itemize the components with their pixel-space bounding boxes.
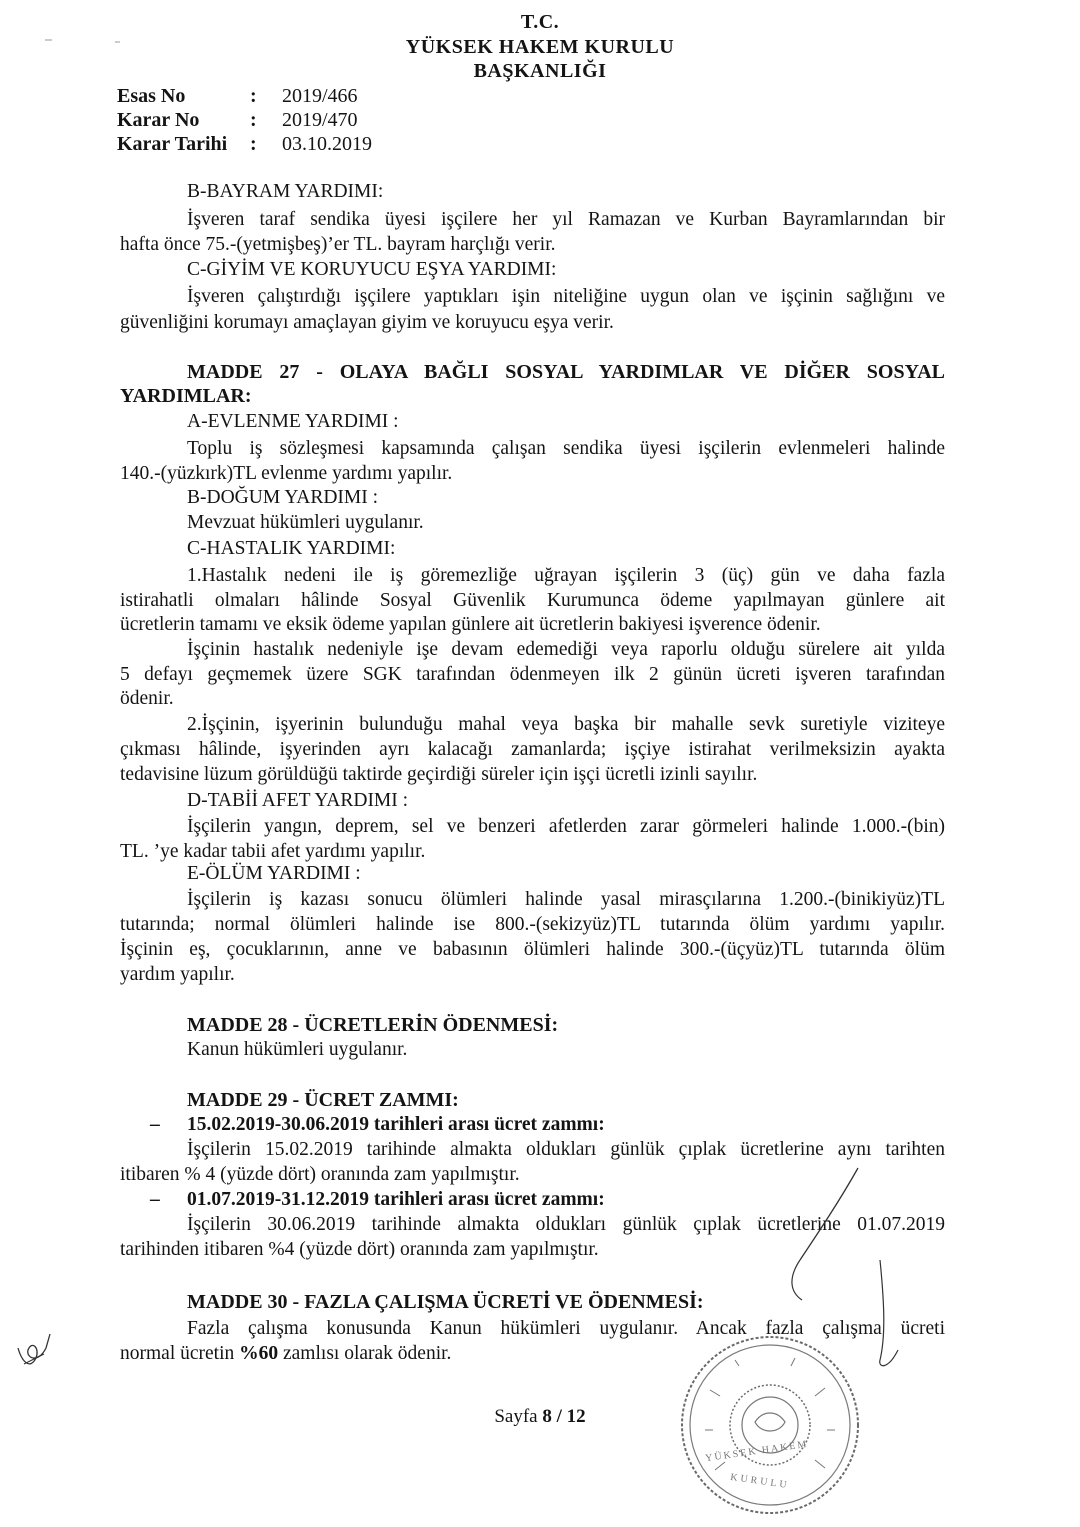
karar-tarihi-colon: : <box>250 133 257 155</box>
madde-30-text-pre: normal ücretin <box>120 1343 240 1364</box>
zam-2-text-line: İşçilerin 30.06.2019 tarihinde almakta oldukları günlük çıplak ücretlerine 01.07.2019 <box>187 1214 945 1235</box>
dogum-text: Mevzuat hükümleri uygulanır. <box>187 512 424 533</box>
olum-title: E-ÖLÜM YARDIMI : <box>187 863 361 884</box>
evlenme-title: A-EVLENME YARDIMI : <box>187 411 399 432</box>
page-number <box>0 1405 1080 1429</box>
zam-1-text-line: itibaren % 4 (yüzde dört) oranında zam yapılmıştır. <box>120 1164 520 1185</box>
olum-text-line: İşçilerin iş kazası sonucu ölümleri halinde yasal mirasçılarına 1.200.-(binikiyüz)TL <box>187 889 945 910</box>
stamp-text-bottom: KURULU <box>729 1471 791 1492</box>
madde-28-title: MADDE 28 - ÜCRETLERİN ÖDENMESİ: <box>187 1014 559 1036</box>
madde-30-text-post: zamlısı olarak ödenir. <box>278 1343 452 1364</box>
giyim-text-line: güvenliğini korumayı amaçlayan giyim ve koruyucu eşya verir. <box>120 312 614 333</box>
esas-no-label: Esas No <box>117 85 186 107</box>
esas-no-colon: : <box>250 85 257 107</box>
giyim-title: C-GİYİM VE KORUYUCU EŞYA YARDIMI: <box>187 259 557 280</box>
madde-28-text: Kanun hükümleri uygulanır. <box>187 1039 408 1060</box>
hastalik-text-line: 2.İşçinin, işyerinin bulunduğu mahal veya başka bir mahalle sevk suretiyle viziteye <box>187 714 945 735</box>
olum-text-line: İşçinin eş, çocuklarının, anne ve babasının ölümleri halinde 300.-(üçyüz)TL tutarında ölüm <box>120 939 945 960</box>
hastalik-title: C-HASTALIK YARDIMI: <box>187 538 396 559</box>
page-number-prefix: Sayfa <box>494 1406 543 1427</box>
zam-2-text-line: tarihinden itibaren %4 (yüzde dört) oranında zam yapılmıştır. <box>120 1239 599 1260</box>
stamp-text-top: YÜKSEK HAKEM <box>704 1438 809 1465</box>
afet-text-line: TL. ’ye kadar tabii afet yardımı yapılır. <box>120 841 426 862</box>
hastalik-text-line: istirahatli olmaları hâlinde Sosyal Güvenlik Kurumunca ödeme yapılmayan günlere ait <box>120 590 945 611</box>
hastalik-text-line: çıkması hâlinde, işyerinden ayrı kalacağı zamanlarda; işçiye istirahat verilmeksizin ayakta <box>120 739 945 760</box>
olum-text-line: yardım yapılır. <box>120 964 235 985</box>
madde-30-title: MADDE 30 - FAZLA ÇALIŞMA ÜCRETİ VE ÖDENMESİ: <box>187 1291 704 1313</box>
afet-title: D-TABİİ AFET YARDIMI : <box>187 790 409 811</box>
initials-mark <box>10 1318 60 1378</box>
zam-1-dash: – <box>150 1114 160 1135</box>
hastalik-text-line: ödenir. <box>120 688 174 709</box>
scan-speck <box>40 36 130 46</box>
dogum-title: B-DOĞUM YARDIMI : <box>187 487 379 508</box>
afet-text-line: İşçilerin yangın, deprem, sel ve benzeri afetlerden zarar görmeleri halinde 1.000.-(bin) <box>187 816 945 837</box>
evlenme-text-line: Toplu iş sözleşmesi kapsamında çalışan sendika üyesi işçilerin evlenmeleri halinde <box>187 438 945 459</box>
madde-27-title-cont: YARDIMLAR: <box>120 385 252 407</box>
karar-no-value: 2019/470 <box>282 109 358 131</box>
header-institution: YÜKSEK HAKEM KURULU <box>405 36 675 58</box>
giyim-text-line: İşveren çalıştırdığı işçilere yaptıkları işin niteliğine uygun olan ve işçinin sağlığını ve <box>187 286 945 307</box>
hastalik-text-line: tedavisine lüzum görüldüğü taktirde geçirdiği süreler için işçi ücretli izinli sayılır. <box>120 764 758 785</box>
bayram-title: B-BAYRAM YARDIMI: <box>187 181 384 202</box>
zam-2-dash: – <box>150 1189 160 1210</box>
karar-tarihi-value: 03.10.2019 <box>282 133 372 155</box>
hastalik-text-line: İşçinin hastalık nedeniyle işe devam edemediği veya raporlu olduğu sürelere ait yılda <box>187 639 945 660</box>
esas-no-value: 2019/466 <box>282 85 358 107</box>
madde-30-text-line <box>120 1342 451 1366</box>
page-current: 8 <box>542 1406 552 1427</box>
zam-1-title: 15.02.2019-30.06.2019 tarihleri arası ücret zammı: <box>187 1114 605 1135</box>
olum-text-line: tutarında; normal ölümleri halinde ise 800.-(sekizyüz)TL tutarında ölüm yardımı yapılır. <box>120 914 945 935</box>
hastalik-text-line: 1.Hastalık nedeni ile iş göremezliğe uğrayan işçilerin 3 (üç) gün ve daha fazla <box>187 565 945 586</box>
bayram-text-line: hafta önce 75.-(yetmişbeş)’er TL. bayram harçlığı verir. <box>120 234 556 255</box>
madde-27-title: MADDE 27 - OLAYA BAĞLI SOSYAL YARDIMLAR VE DİĞER SOSYAL <box>187 361 945 383</box>
karar-no-colon: : <box>250 109 257 131</box>
madde-30-rate: %60 <box>239 1343 279 1364</box>
karar-tarihi-label: Karar Tarihi <box>117 133 228 155</box>
bayram-text-line: İşveren taraf sendika üyesi işçilere her yıl Ramazan ve Kurban Bayramlarından bir <box>187 209 945 230</box>
hastalik-text-line: 5 defayı geçmemek üzere SGK tarafından ödenmeyen ilk 2 günün ücreti işveren tarafından <box>120 664 945 685</box>
page-separator: / <box>551 1406 567 1427</box>
evlenme-text-line: 140.-(yüzkırk)TL evlenme yardımı yapılır. <box>120 463 453 484</box>
page-total: 12 <box>566 1406 586 1427</box>
madde-29-title: MADDE 29 - ÜCRET ZAMMI: <box>187 1089 459 1111</box>
zam-2-title: 01.07.2019-31.12.2019 tarihleri arası ücret zammı: <box>187 1189 605 1210</box>
header-tc: T.C. <box>520 11 560 33</box>
madde-30-text-line: Fazla çalışma konusunda Kanun hükümleri uygulanır. Ancak fazla çalışma ücreti <box>187 1318 945 1339</box>
karar-no-label: Karar No <box>117 109 200 131</box>
zam-1-text-line: İşçilerin 15.02.2019 tarihinde almakta oldukları günlük çıplak ücretlerine aynı tarihten <box>187 1139 945 1160</box>
header-department: BAŞKANLIĞI <box>473 60 607 82</box>
hastalik-text-line: ücretlerin tamamı ve eksik ödeme yapılan günlere ait ücretlerin bakiyesi işverence ödenir. <box>120 614 821 635</box>
